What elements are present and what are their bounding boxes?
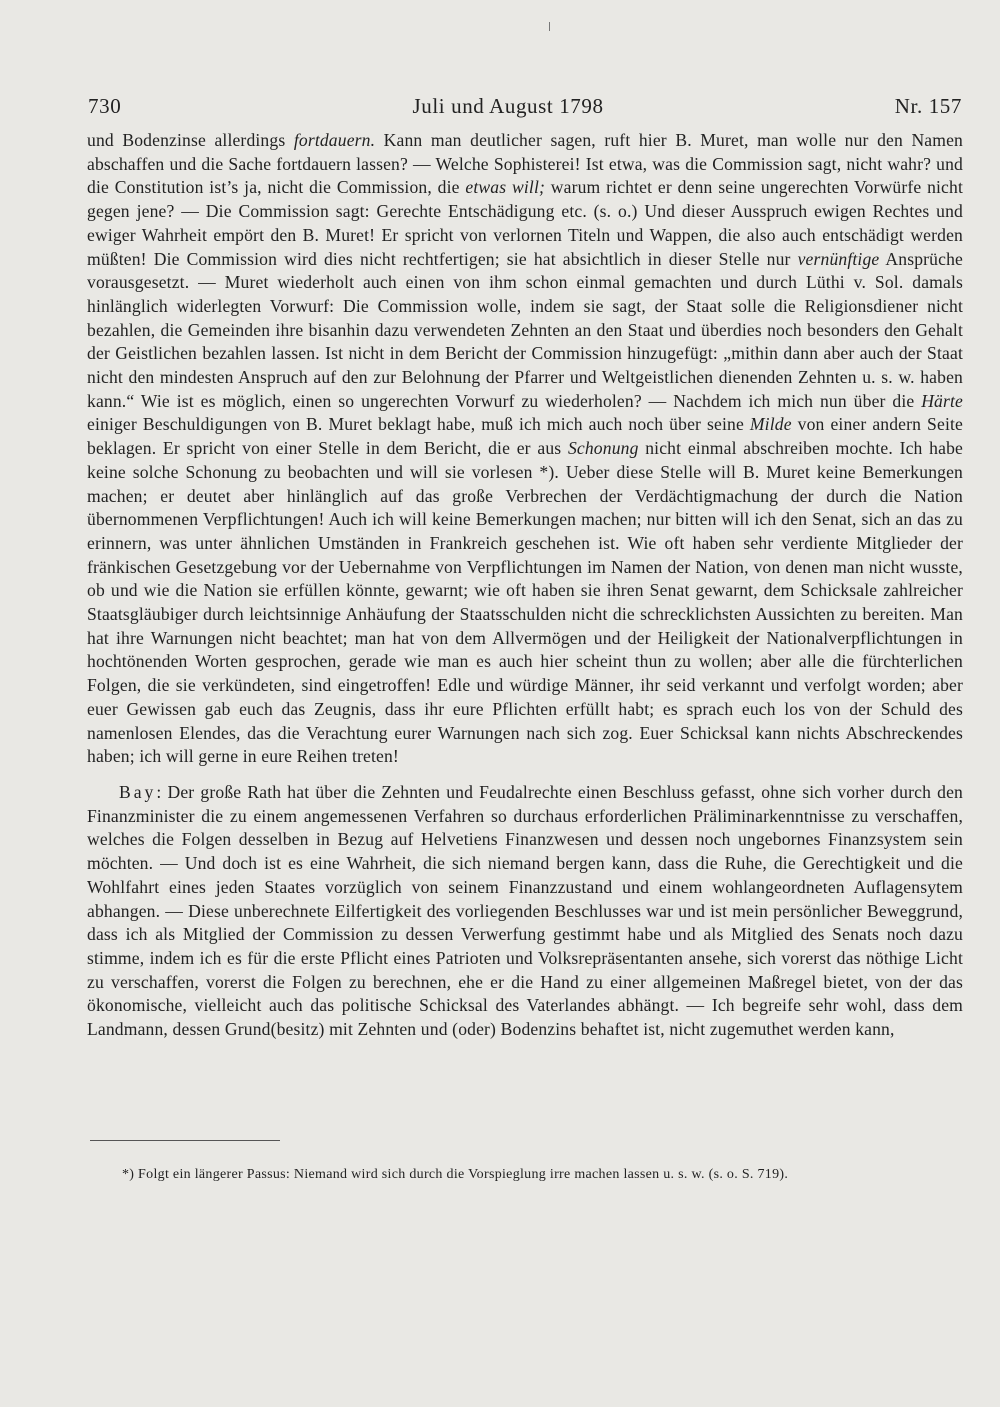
issue-number: Nr. 157: [894, 94, 962, 118]
main-text: [87, 129, 963, 1042]
paragraph-bay-speech: Bay: Der große Rath hat über die Zehnten und Feudalrechte einen Beschluss gefasst, ohne sich vorher durch den Finanzminister die zu einem angemessenen Verfahren so durchaus erforderlichen Präliminarkenntnisse zu verschaffen, welches die Folgen desselben in Bezug auf Helvetiens Finanzwesen und dessen noch ungebornes Finanzsystem sein möchten. — Und doch ist es eine Wahrheit, die sich niemand bergen kann, dass die Ruhe, die Gerechtigkeit und die Wohlfahrt eines jeden Staates vorzüglich von seinem Finanzzustand und einem wohlangeordneten Auflagensytem abhangen. — Diese unberechnete Eilfertigkeit des vorliegenden Beschlusses war und ist mein persönlicher Beweggrund, dass ich als Mitglied der Commission zu dessen Verwerfung gestimmt habe und als Mitglied des Senats noch dazu stimme, indem ich es für die erste Pflicht eines Patrioten und Volksrepräsentanten ansehe, sich vorerst das nöthige Licht zu verschaffen, vorerst die Folgen zu berechnen, ehe er die Hand zu einer allgemeinen Maßregel bietet, von der das ökonomische, vielleicht auch das politische Schicksal des Vaterlandes abhängt. — Ich begreife sehr wohl, dass dem Landmann, dessen Grund(besitz) mit Zehnten und (oder) Bodenzins behaftet ist, nicht zugemuthet werden kann,: [87, 781, 963, 1040]
footnote: *) Folgt ein längerer Passus: Niemand wird sich durch die Vorspieglung irre machen lassen u. s. w. (s. o. S. 719).: [122, 1167, 789, 1182]
speaker-name: Bay: [119, 781, 157, 802]
header-title: Juli und August 1798: [412, 94, 604, 118]
page-number: 730: [88, 94, 122, 118]
paragraph-muret-reply: und Bodenzinse allerdings fortdauern. Kann man deutlicher sagen, ruft hier B. Muret, man wolle nur den Namen abschaffen und die Sache fortdauern lassen? — Welche Sophisterei! Ist etwa, was die Commission sagt, nicht wahr? und die Constitution ist’s ja, nicht die Commission, die etwas will; warum richtet er denn seine ungerechten Vorwürfe nicht gegen jene? — Die Commission sagt: Gerechte Entschädigung etc. (s. o.) Und dieser Ausspruch ewigen Rechtes und ewiger Wahrheit empört den B. Muret! Er spricht von verlornen Titeln und Wappen, die also auch entschädigt werden müßten! Die Commission wird dies nicht rechtfertigen; sie hat absichtlich in dieser Stelle nur vernünftige Ansprüche vorausgesetzt. — Muret wiederholt auch einen von ihm schon einmal gemachten und durch Lüthi v. Sol. damals hinlänglich widerlegten Vorwurf: Die Commission wolle, indem sie sagt, der Staat solle die Religionsdiener nicht bezahlen, die Gemeinden ihre bisanhin dazu verwendeten Zehnten an den Staat und überdies noch besonders den Gehalt der Geistlichen bezahlen lassen. Ist nicht in dem Bericht der Commission hinzugefügt: „mithin dann aber auch der Staat nicht den mindesten Anspruch auf den zur Belohnung der Pfarrer und Weltgeistlichen dienenden Zehnten u. s. w. haben kann.“ Wie ist es möglich, einen so ungerechten Vorwurf zu wiederholen? — Nachdem ich mich nun über die Härte einiger Beschuldigungen von B. Muret beklagt habe, muß ich mich auch noch über seine Milde von einer andern Seite beklagen. Er spricht von einer Stelle in dem Bericht, die er aus Schonung nicht einmal abschreiben mochte. Ich habe keine solche Schonung zu beobachten und will sie vorlesen *). Ueber diese Stelle will B. Muret keine Bemerkungen machen; er deutet aber hinlänglich auf das große Verbrechen der Verdächtigmachung der durch die Nation übernommenen Verpflichtungen! Auch ich will keine Bemerkungen machen; nur bitten will ich den Senat, sich an das zu erinnern, was unter ähnlichen Umständen in Frankreich geschehen ist. Wie oft haben sehr verdiente Mitglieder der fränkischen Gesetzgebung vor der Uebernahme von Verpflichtungen im Namen der Nation, von denen man nicht wusste, ob und wie die Nation sie erfüllen könnte, gewarnt; wie oft haben sie ihren Senat gewarnt, dem Schicksale zahlreicher Staatsgläubiger durch leichtsinnige Anhäufung der Staatsschulden nicht die schrecklichsten Aussichten zu bereiten. Man hat ihre Warnungen nicht beachtet; man hat von dem Allvermögen und der Heiligkeit der Nationalverpflichtungen in hochtönenden Worten gesprochen, gerade wie man es auch hier scheint thun zu wollen; aber alle die fürchterlichen Folgen, die sie verkündeten, sind eingetroffen! Edle und würdige Männer, ihr seid verkannt und verfolgt worden; aber euer Gewissen gab euch das Zeugnis, dass ihr eure Pflichten erfüllt habt; es sprach euch los von der Schuld des namenlosen Elendes, das die Verachtung eurer Warnungen nach sich zog. Euer Schicksal kann nichts Abschreckendes haben; ich will gerne in eure Reihen treten!: [87, 130, 963, 767]
running-header: [88, 94, 962, 124]
scan-mark: [549, 22, 550, 31]
footnote-rule: [90, 1140, 280, 1141]
